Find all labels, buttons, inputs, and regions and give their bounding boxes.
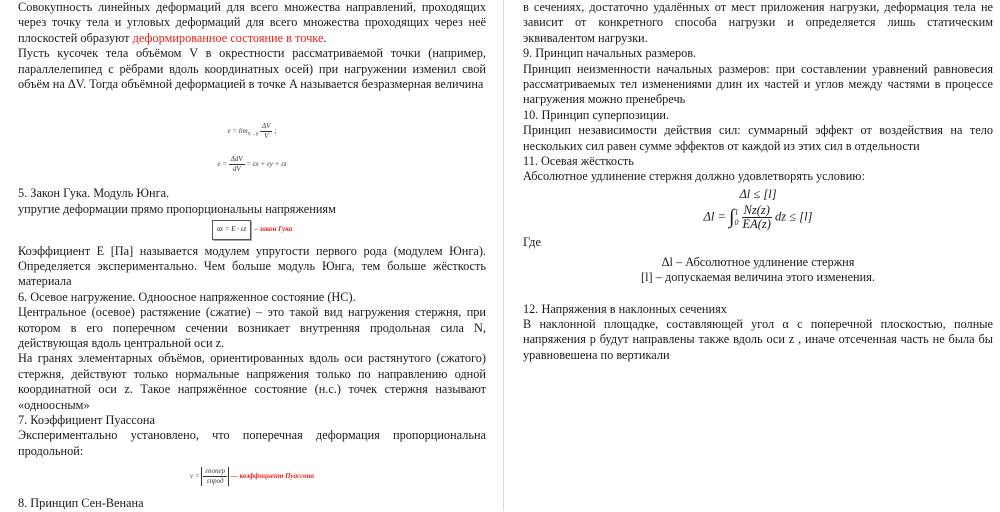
fraction: [742, 204, 772, 231]
hooke-formula-block: [18, 220, 486, 239]
spacer: [18, 92, 486, 122]
paragraph-poisson: Экспериментально установлено, что поперечная деформация пропорциональна продольной:: [18, 428, 486, 458]
definition-delta-l: Δl – Абсолютное удлинение стержня: [661, 254, 855, 269]
paragraph-initial-dimensions: Принцип неизменности начальных размеров: при составлении уравнений равновесия рассматриваемых тел изменениями длин их частей и углов между частями в процессе нагружения можно пренебречь: [523, 61, 993, 107]
integral-limits: [735, 208, 739, 228]
paragraph-uniaxial: На гранях элементарных объёмов, ориентированных вдоль оси растянутого (сжатого) стержня, действуют только нормальные напряжения только по направлению одной координатной оси z. Такое напряжённое состояние (н.с.) точек стержня называют «одноосным»: [18, 351, 486, 412]
formula-poisson: [18, 467, 486, 486]
poisson-label: — коэффициент Пуассона: [230, 472, 315, 481]
paragraph-elongation: Абсолютное удлинение стержня должно удовлетворять условию:: [523, 169, 865, 184]
fraction: [203, 467, 227, 486]
right-column: [523, 0, 993, 363]
abs-bars: [201, 467, 229, 486]
formula-volume-limit: [18, 122, 486, 143]
formula-part: e =: [217, 160, 228, 169]
formula-part: = εx + εy + εz: [246, 160, 287, 169]
formula-part: e = lim: [227, 127, 248, 136]
heading-initial-dimensions: 9. Принцип начальных размеров.: [523, 46, 697, 61]
definition-allowable: [l] – допускаемая величина этого изменения.: [641, 270, 875, 285]
text: Совокупность линейных деформаций для всего множества направлений, проходящих через точку тела и угловых деформаций для всего множества проходящих через неё плоскостей образуют: [18, 0, 486, 45]
formula-volume-sum: [18, 155, 486, 174]
upper-limit: l: [735, 207, 738, 217]
numerator: ΔV: [262, 122, 271, 131]
paragraph-inclined-sections: В наклонной площадке, составляющей угол α с поперечной плоскостью, полные напряжения p будут направлены также вдоль оси z , иначе отсеченная часть не была бы уравновешена по вертикали: [523, 316, 993, 362]
formula-part: Δl =: [703, 209, 730, 224]
paragraph-volume-deformation: Пусть кусочек тела объёмом V в окрестности рассматриваемой точки (например, параллелепипед с рёбрами вдоль координатных осей) при нагружении изменил свой объём на ΔV. Тогда объёмной деформацией в точке A называется безразмерная величина: [18, 46, 486, 92]
paragraph-deformed-state: [18, 0, 486, 46]
formula-sub: V→0: [247, 132, 259, 138]
where-label: Где: [523, 235, 541, 250]
integral-sign: ∫: [729, 206, 735, 229]
numerator: Nz(z): [743, 203, 770, 218]
spacer: [18, 486, 486, 496]
denominator: V: [264, 132, 269, 141]
formula-part: dz ≤ [l]: [775, 209, 813, 224]
heading-poisson: 7. Коэффициент Пуассона: [18, 413, 155, 428]
paragraph-superposition: Принцип независимости действия сил: суммарный эффект от воздействия на тело нескольких сил равен сумме эффектов от каждой из этих сил в отдельности: [523, 123, 993, 153]
heading-superposition: 10. Принцип суперпозиции.: [523, 107, 670, 122]
numerator: ΔdV: [230, 155, 243, 164]
formula-part: ν =: [189, 472, 200, 481]
paragraph-saint-venant: в сечениях, достаточно удалённых от мест приложения нагрузки, деформация тела не зависит от конкретного способа нагрузки и определяется лишь статическим эквивалентом нагрузки.: [523, 0, 993, 45]
fraction: [229, 155, 245, 174]
text: .: [323, 30, 327, 45]
heading-hooke: 5. Закон Гука. Модуль Юнга.: [18, 186, 170, 201]
heading-axial-loading: 6. Осевое нагружение. Одноосное напряженное состояние (НС).: [18, 289, 356, 304]
denominator: EA(z): [742, 217, 771, 232]
fraction: [260, 122, 272, 141]
spacer: [523, 286, 993, 302]
paragraph-central-tension: Центральное (осевое) растяжение (сжатие) – это такой вид нагружения стержня, при котором в его поперечном сечении возникает внутренняя продольная сила N, действующая вдоль центральной оси z.: [18, 305, 486, 350]
spacer: [18, 459, 486, 467]
highlighted-term: деформированное состояние в точке: [132, 30, 324, 45]
formula-elongation-condition: Δl ≤ [l]: [739, 186, 777, 201]
formula-part: ;: [274, 127, 277, 136]
paragraph-hooke: упругие деформации прямо пропорциональны напряжениям: [18, 201, 336, 216]
hooke-label-text: закон Гука: [259, 225, 293, 234]
heading-axial-stiffness: 11. Осевая жёсткость: [523, 154, 634, 169]
lower-limit: 0: [734, 217, 739, 227]
denominator: dV: [232, 165, 241, 174]
left-column: [18, 0, 486, 512]
spacer: [18, 143, 486, 155]
column-divider: [503, 0, 504, 511]
formula-elongation-integral: [523, 204, 993, 231]
hooke-label: – закон Гука: [254, 225, 293, 234]
spacer: [18, 174, 486, 186]
hooke-formula: σz = E · εz: [212, 220, 251, 239]
heading-inclined-sections: 12. Напряжения в наклонных сечениях: [523, 301, 727, 316]
numerator: εпопер: [205, 467, 226, 476]
denominator: εпрод: [206, 477, 224, 486]
heading-saint-venant: 8. Принцип Сен-Венана: [18, 496, 144, 511]
paragraph-young-modulus: Коэффициент E [Па] называется модулем упругости первого рода (модулем Юнга). Определяется экспериментально. Чем больше модуль Юнга, тем больше жёсткость материала: [18, 243, 486, 289]
